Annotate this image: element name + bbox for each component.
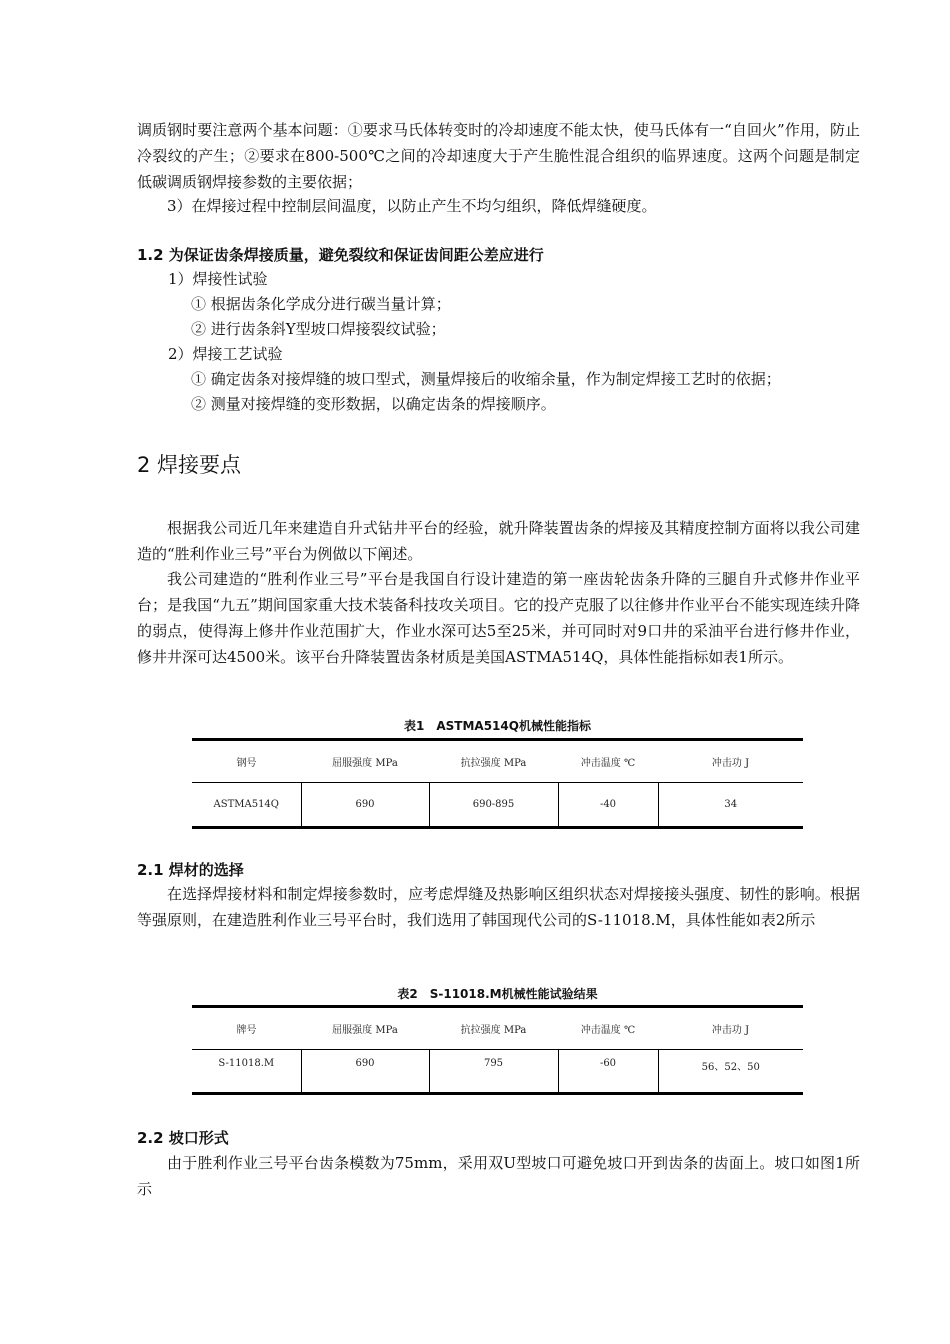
table-1-header-row	[192, 740, 803, 783]
list-subitem-carbon-equivalent: ① 根据齿条化学成分进行碳当量计算；	[191, 295, 451, 313]
table-2-cell: 795	[429, 1050, 558, 1094]
table-1-caption: 表1 ASTMA514Q机械性能指标	[404, 719, 591, 733]
table-1-header-cell: 冲击温度 ℃	[580, 758, 636, 769]
section-1-2-heading: 1.2 为保证齿条焊接质量，避免裂纹和保证齿间距公差应进行	[137, 246, 544, 264]
table-2-row	[192, 1050, 803, 1094]
list-subitem-groove-type: ① 确定齿条对接焊缝的坡口型式，测量焊接后的收缩余量，作为制定焊接工艺时的依据；	[191, 370, 781, 388]
table-1-cell: 690-895	[429, 783, 558, 828]
table-2-cell: -60	[558, 1050, 658, 1094]
section-2-1-heading: 2.1 焊材的选择	[137, 861, 244, 879]
table-1-header-cell: 冲击功 J	[711, 758, 750, 769]
section-2-heading: 2 焊接要点	[137, 453, 242, 477]
table-1-header-cell: 钢号	[236, 758, 257, 769]
table-2-header-cell: 屈服强度 MPa	[332, 1025, 398, 1036]
list-subitem-deformation: ② 测量对接焊缝的变形数据，以确定齿条的焊接顺序。	[191, 395, 556, 413]
table-1-cell: 34	[658, 783, 803, 828]
table-2-caption: 表2 S-11018.M机械性能试验结果	[397, 987, 598, 1001]
table-1-header-cell: 屈服强度 MPa	[332, 758, 398, 769]
list-item-weldability-test: 1）焊接性试验	[168, 270, 268, 288]
intro-paragraph-2: 3）在焊接过程中控制层间温度，以防止产生不均匀组织，降低焊缝硬度。	[167, 197, 657, 215]
table-1-cell: 690	[301, 783, 429, 828]
list-item-process-test: 2）焊接工艺试验	[168, 345, 283, 363]
list-subitem-crack-test: ② 进行齿条斜Y型坡口焊接裂纹试验；	[191, 320, 446, 338]
table-1	[192, 738, 803, 829]
table-2-cell: S-11018.M	[218, 1058, 275, 1069]
section-2-paragraph-2: 我公司建造的“胜利作业三号”平台是我国自行设计建造的第一座齿轮齿条升降的三腿自升式修井作业平台；是我国“九五”期间国家重大技术装备科技攻关项目。它的投产克服了以往修井作业平台不能实现连续升降的弱点，使得海上修井作业范围扩大，作业水深可达5至25米，并可同时对9口井的采油平台进行修井作业，修井井深可达4500米。该平台升降装置齿条材质是美国ASTMA514Q，具体性能指标如表1所示。	[137, 570, 860, 666]
table-2-header-cell: 抗拉强度 MPa	[460, 1025, 527, 1036]
table-2-cell: 690	[301, 1050, 429, 1094]
table-2-cell: 56、52、50	[658, 1050, 803, 1094]
section-2-paragraph-1: 根据我公司近几年来建造自升式钻井平台的经验，就升降装置齿条的焊接及其精度控制方面将以我公司建造的“胜利作业三号”平台为例做以下阐述。	[137, 519, 860, 563]
table-1-header-cell: 抗拉强度 MPa	[460, 758, 527, 769]
section-2-1-paragraph: 在选择焊接材料和制定焊接参数时，应考虑焊缝及热影响区组织状态对焊接接头强度、韧性的影响。根据等强原则，在建造胜利作业三号平台时，我们选用了韩国现代公司的S-11018.M，具体性能如表2所示	[137, 885, 860, 929]
table-2-header-cell: 牌号	[236, 1025, 257, 1036]
table-2-header-cell: 冲击温度 ℃	[580, 1025, 636, 1036]
table-1-cell: -40	[558, 783, 658, 828]
table-1-cell: ASTMA514Q	[213, 799, 279, 810]
table-2-header-row	[192, 1007, 803, 1050]
section-2-2-heading: 2.2 坡口形式	[137, 1129, 229, 1147]
section-2-2-paragraph: 由于胜利作业三号平台齿条模数为75mm，采用双U型坡口可避免坡口开到齿条的齿面上。坡口如图1所示	[137, 1154, 860, 1198]
intro-paragraph-1: 调质钢时要注意两个基本问题：①要求马氏体转变时的冷却速度不能太快，使马氏体有一“自回火”作用，防止冷裂纹的产生；②要求在800-500℃之间的冷却速度大于产生脆性混合组织的临界速度。这两个问题是制定低碳调质钢焊接参数的主要依据；	[137, 121, 860, 191]
table-1-row	[192, 783, 803, 828]
table-2	[192, 1005, 803, 1095]
table-2-header-cell: 冲击功 J	[711, 1025, 750, 1036]
